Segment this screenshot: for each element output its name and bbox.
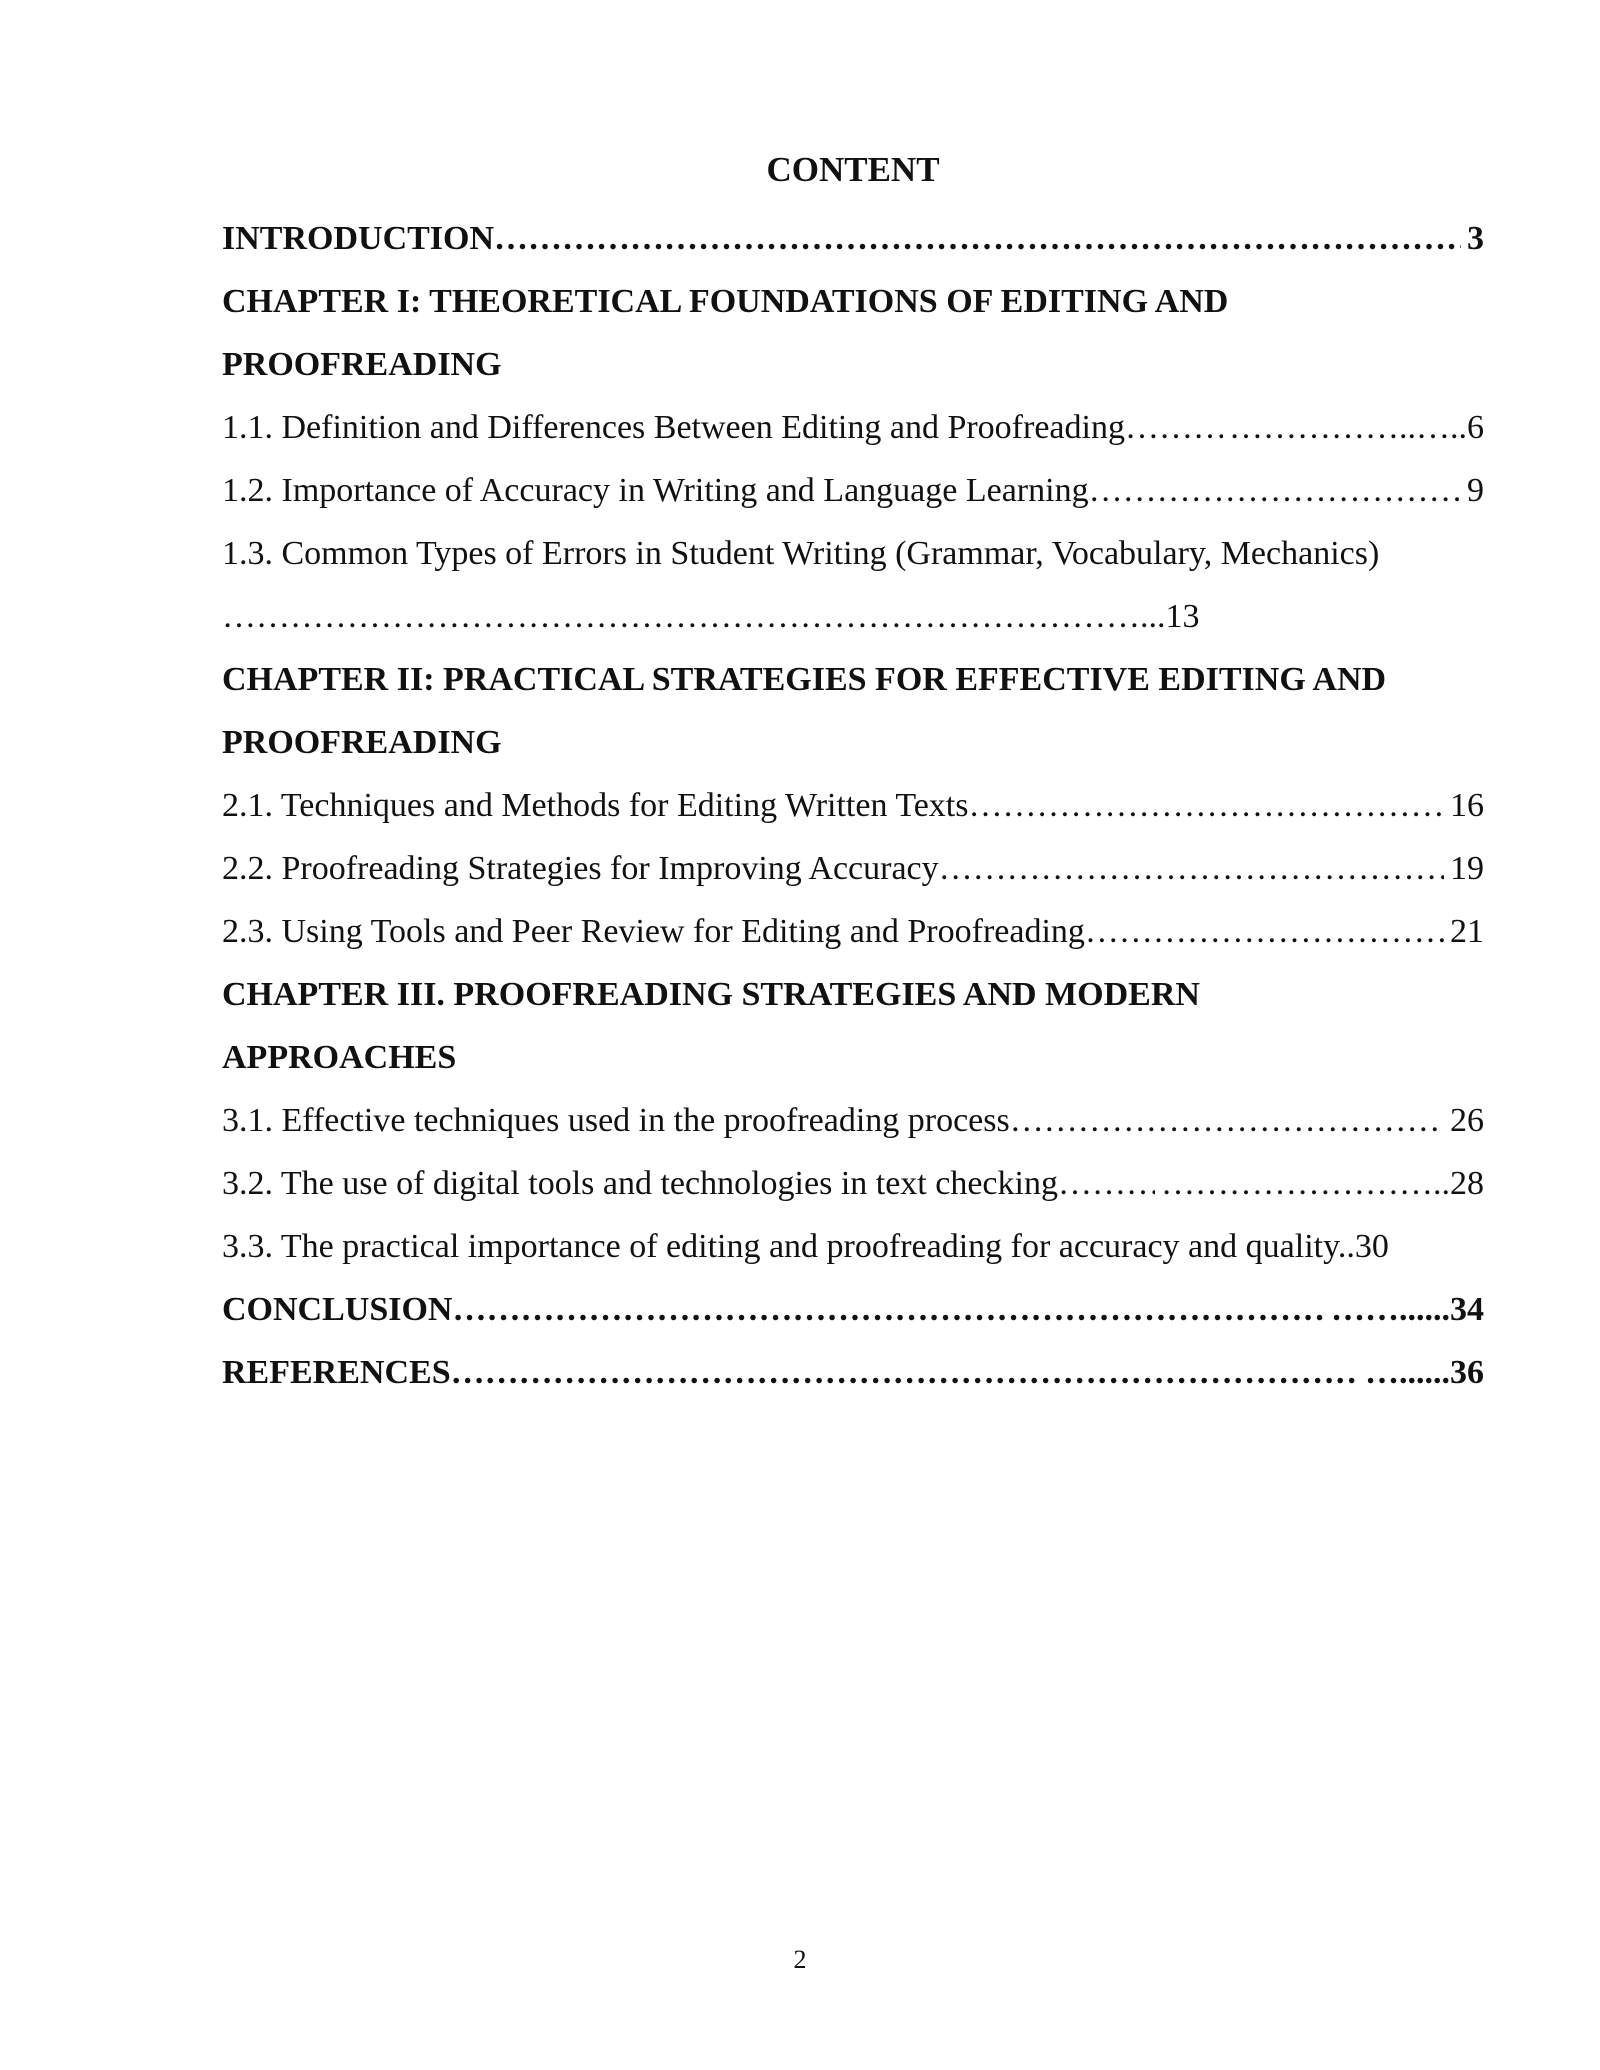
toc-entry-1-2 <box>222 459 1484 522</box>
toc-entry-2-2 <box>222 837 1484 900</box>
toc-entry-label: REFERENCES <box>222 1354 451 1391</box>
chapter-1-heading-cont: PROOFREADING <box>222 346 502 383</box>
toc-entry-page: 26 <box>1450 1102 1484 1139</box>
toc-entry-3-1 <box>222 1089 1484 1152</box>
toc-entry-page: 16 <box>1450 787 1484 824</box>
toc-entry-page: 9 <box>1467 472 1484 509</box>
toc-entry-label: 2.2. Proofreading Strategies for Improving Accuracy <box>222 850 939 887</box>
toc-entry-2-1 <box>222 774 1484 837</box>
table-of-contents <box>222 144 1484 1404</box>
toc-entry-1-3: 1.3. Common Types of Errors in Student Writing (Grammar, Vocabulary, Mechanics) <box>222 535 1380 572</box>
toc-entry-references <box>222 1341 1484 1404</box>
toc-entry-label: 2.3. Using Tools and Peer Review for Editing and Proofreading <box>222 913 1085 950</box>
toc-entry-1-1 <box>222 396 1484 459</box>
toc-entry-page: ……………………..28 <box>1161 1165 1484 1202</box>
toc-entry-3-3: 3.3. The practical importance of editing and proofreading for accuracy and quality..30 <box>222 1228 1389 1265</box>
dot-leader <box>1125 396 1223 459</box>
toc-entry-page: ……………..…..6 <box>1229 409 1484 446</box>
toc-entry-introduction <box>222 207 1484 270</box>
chapter-2-heading-cont: PROOFREADING <box>222 724 502 761</box>
toc-entry-label: 2.1. Techniques and Methods for Editing Written Texts <box>222 787 969 824</box>
toc-entry-label: 3.1. Effective techniques used in the proofreading process <box>222 1102 1010 1139</box>
toc-entry-label: CONCLUSION <box>222 1291 453 1328</box>
toc-entry-1-3-continuation: ………………………………………………………………………...13 <box>222 598 1200 635</box>
dot-leader <box>1089 459 1461 522</box>
dot-leader <box>494 207 1461 270</box>
dot-leader <box>969 774 1445 837</box>
page-number: 2 <box>793 1945 807 1974</box>
toc-title: CONTENT <box>766 150 940 189</box>
toc-entry-2-3 <box>222 900 1484 963</box>
dot-leader <box>452 1278 1325 1341</box>
toc-entry-label: INTRODUCTION <box>222 220 495 257</box>
dot-leader <box>1058 1152 1155 1215</box>
chapter-1-heading: CHAPTER I: THEORETICAL FOUNDATIONS OF EDITING AND <box>222 283 1229 320</box>
toc-entry-page: 3 <box>1467 220 1484 257</box>
chapter-2-heading: CHAPTER II: PRACTICAL STRATEGIES FOR EFFECTIVE EDITING AND <box>222 661 1387 698</box>
toc-entry-label: 1.2. Importance of Accuracy in Writing and Language Learning <box>222 472 1089 509</box>
dot-leader <box>939 837 1444 900</box>
toc-entry-conclusion <box>222 1278 1484 1341</box>
toc-entry-label: 1.1. Definition and Differences Between Editing and Proofreading <box>222 409 1125 446</box>
chapter-3-heading-cont: APPROACHES <box>222 1039 457 1076</box>
dot-leader <box>451 1341 1359 1404</box>
dot-leader <box>1085 900 1444 963</box>
toc-entry-label: 3.2. The use of digital tools and technologies in text checking <box>222 1165 1058 1202</box>
chapter-3-heading: CHAPTER III. PROOFREADING STRATEGIES AND MODERN <box>222 976 1200 1013</box>
toc-entry-page: …......36 <box>1365 1354 1484 1391</box>
dot-leader <box>1010 1089 1444 1152</box>
toc-entry-page: ……......34 <box>1331 1291 1484 1328</box>
toc-entry-page: 19 <box>1450 850 1484 887</box>
toc-entry-3-2 <box>222 1152 1484 1215</box>
toc-entry-page: 21 <box>1450 913 1484 950</box>
